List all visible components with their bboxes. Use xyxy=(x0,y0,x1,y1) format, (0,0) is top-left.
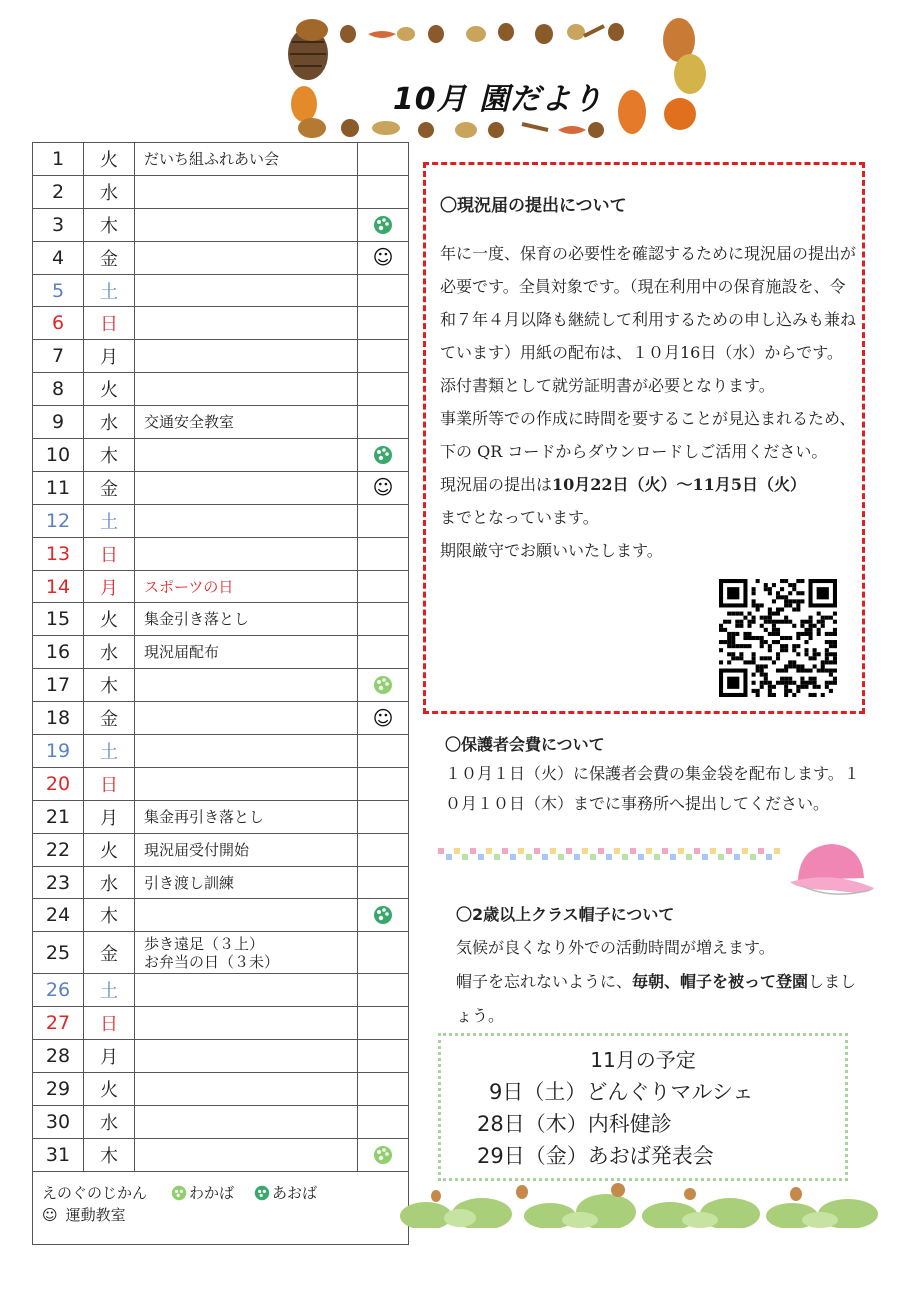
event-cell xyxy=(135,974,358,1007)
activity-mark xyxy=(358,1138,409,1171)
activity-mark xyxy=(358,537,409,570)
event-cell xyxy=(135,1105,358,1138)
smile-icon: ☺ xyxy=(372,705,394,730)
day-number: 27 xyxy=(33,1007,84,1040)
legend: えのぐのじかん わかば あおば ☺ 運動教室 xyxy=(33,1171,409,1244)
day-number: 6 xyxy=(33,307,84,340)
weekday: 木 xyxy=(84,899,135,932)
event-cell: 引き渡し訓練 xyxy=(135,866,358,899)
table-row xyxy=(33,636,409,669)
checker-ribbon-decoration xyxy=(438,846,784,862)
weekday: 火 xyxy=(84,143,135,176)
event-cell xyxy=(135,899,358,932)
table-row xyxy=(33,241,409,274)
activity-mark xyxy=(358,603,409,636)
table-row xyxy=(33,274,409,307)
weekday: 水 xyxy=(84,866,135,899)
weekday: 月 xyxy=(84,570,135,603)
next-month-title: 11月の予定 xyxy=(590,1048,696,1072)
notice-paragraph-1: 年に一度、保育の必要性を確認するために現況届の提出が必要です。全員対象です。（現在利用中の保育施設を、令和７年４月以降も継続して利用するための申し込みも兼ねています）用紙の配布は、１０月16日（水）からです。添付書類として就労証明書が必要となります。 xyxy=(440,244,857,395)
table-row xyxy=(33,307,409,340)
event-cell: だいち組ふれあい会 xyxy=(135,143,358,176)
wakaba-palette-icon xyxy=(373,1145,393,1165)
day-number: 18 xyxy=(33,702,84,735)
event-cell: 集金引き落とし xyxy=(135,603,358,636)
weekday: 火 xyxy=(84,603,135,636)
bushes-animals-decoration xyxy=(400,1180,890,1228)
event-cell xyxy=(135,1138,358,1171)
table-row xyxy=(33,439,409,472)
day-number: 10 xyxy=(33,439,84,472)
event-cell xyxy=(135,373,358,406)
day-number: 11 xyxy=(33,471,84,504)
event-cell: 集金再引き落とし xyxy=(135,800,358,833)
legend-row xyxy=(33,1171,409,1244)
table-row xyxy=(33,406,409,439)
event-cell xyxy=(135,439,358,472)
event-cell xyxy=(135,1007,358,1040)
day-number: 13 xyxy=(33,537,84,570)
activity-mark xyxy=(358,636,409,669)
pink-hat-icon xyxy=(788,838,878,902)
header-banner xyxy=(286,12,710,140)
activity-mark xyxy=(358,570,409,603)
event-cell xyxy=(135,208,358,241)
event-calendar xyxy=(32,142,409,1245)
day-number: 12 xyxy=(33,504,84,537)
weekday: 火 xyxy=(84,373,135,406)
table-row xyxy=(33,208,409,241)
activity-mark xyxy=(358,800,409,833)
day-number: 15 xyxy=(33,603,84,636)
table-row xyxy=(33,175,409,208)
day-number: 14 xyxy=(33,570,84,603)
day-number: 8 xyxy=(33,373,84,406)
weekday: 土 xyxy=(84,274,135,307)
day-number: 22 xyxy=(33,833,84,866)
smile-icon: ☺ xyxy=(372,475,394,500)
activity-mark xyxy=(358,669,409,702)
day-number: 26 xyxy=(33,974,84,1007)
fee-title: 〇保護者会費について xyxy=(445,735,605,754)
weekday: 月 xyxy=(84,800,135,833)
activity-mark xyxy=(358,439,409,472)
activity-mark xyxy=(358,274,409,307)
day-number: 29 xyxy=(33,1073,84,1106)
weekday: 木 xyxy=(84,1138,135,1171)
day-number: 19 xyxy=(33,735,84,768)
activity-mark xyxy=(358,735,409,768)
day-number: 5 xyxy=(33,274,84,307)
table-row xyxy=(33,974,409,1007)
activity-mark xyxy=(358,767,409,800)
status-report-notice xyxy=(423,162,865,714)
table-row xyxy=(33,471,409,504)
event-cell xyxy=(135,307,358,340)
hat-section xyxy=(456,902,866,1033)
activity-mark xyxy=(358,833,409,866)
table-row xyxy=(33,899,409,932)
activity-mark xyxy=(358,340,409,373)
day-number: 9 xyxy=(33,406,84,439)
smile-icon: ☺ xyxy=(372,245,394,270)
weekday: 土 xyxy=(84,735,135,768)
event-cell: 歩き遠足（３上） お弁当の日（３未） xyxy=(135,932,358,974)
event-cell: スポーツの日 xyxy=(135,570,358,603)
activity-mark xyxy=(358,307,409,340)
notice-paragraph-4: 期限厳守でお願いいたします。 xyxy=(440,541,663,560)
activity-mark xyxy=(358,175,409,208)
activity-mark xyxy=(358,143,409,176)
table-row xyxy=(33,537,409,570)
day-number: 7 xyxy=(33,340,84,373)
notice-body xyxy=(440,237,856,567)
event-cell: 現況届配布 xyxy=(135,636,358,669)
weekday: 土 xyxy=(84,974,135,1007)
table-row xyxy=(33,833,409,866)
table-row xyxy=(33,1007,409,1040)
activity-mark xyxy=(358,406,409,439)
weekday: 土 xyxy=(84,504,135,537)
weekday: 木 xyxy=(84,208,135,241)
day-number: 30 xyxy=(33,1105,84,1138)
activity-mark xyxy=(358,1105,409,1138)
day-number: 23 xyxy=(33,866,84,899)
aoba-palette-icon xyxy=(254,1185,270,1201)
activity-mark xyxy=(358,471,409,504)
table-row xyxy=(33,143,409,176)
weekday: 水 xyxy=(84,636,135,669)
day-number: 16 xyxy=(33,636,84,669)
table-row xyxy=(33,800,409,833)
event-cell: 現況届受付開始 xyxy=(135,833,358,866)
table-row xyxy=(33,702,409,735)
day-number: 3 xyxy=(33,208,84,241)
day-number: 24 xyxy=(33,899,84,932)
event-cell xyxy=(135,241,358,274)
event-cell xyxy=(135,669,358,702)
activity-mark xyxy=(358,1007,409,1040)
weekday: 木 xyxy=(84,669,135,702)
activity-mark xyxy=(358,866,409,899)
event-cell xyxy=(135,767,358,800)
weekday: 火 xyxy=(84,833,135,866)
activity-mark xyxy=(358,504,409,537)
page-title: 10月 園だより xyxy=(392,82,604,117)
day-number: 28 xyxy=(33,1040,84,1073)
activity-mark xyxy=(358,974,409,1007)
table-row xyxy=(33,373,409,406)
weekday: 月 xyxy=(84,340,135,373)
event-cell xyxy=(135,175,358,208)
day-number: 20 xyxy=(33,767,84,800)
activity-mark xyxy=(358,1040,409,1073)
day-number: 25 xyxy=(33,932,84,974)
aoba-palette-icon xyxy=(373,215,393,235)
next-month-list xyxy=(477,1076,753,1172)
hat-title: 〇2歳以上クラス帽子について xyxy=(456,905,675,924)
list-item: 28日（木）内科健診 xyxy=(477,1112,672,1136)
wakaba-palette-icon xyxy=(373,675,393,695)
fee-body: １０月１日（火）に保護者会費の集金袋を配布します。１０月１０日（木）までに事務所へ提出してください。 xyxy=(445,764,860,813)
event-cell xyxy=(135,340,358,373)
weekday: 水 xyxy=(84,406,135,439)
table-row xyxy=(33,603,409,636)
event-cell: 交通安全教室 xyxy=(135,406,358,439)
table-row xyxy=(33,866,409,899)
event-cell xyxy=(135,471,358,504)
list-item: 9日（土）どんぐりマルシェ xyxy=(489,1080,754,1104)
table-row xyxy=(33,1040,409,1073)
qr-code-icon xyxy=(719,579,837,697)
next-month-schedule xyxy=(438,1033,848,1181)
table-row xyxy=(33,735,409,768)
weekday: 水 xyxy=(84,1105,135,1138)
table-row xyxy=(33,1073,409,1106)
day-number: 2 xyxy=(33,175,84,208)
weekday: 日 xyxy=(84,1007,135,1040)
smile-icon: ☺ xyxy=(42,1205,58,1224)
weekday: 金 xyxy=(84,241,135,274)
table-row xyxy=(33,669,409,702)
activity-mark xyxy=(358,932,409,974)
aoba-palette-icon xyxy=(373,905,393,925)
event-cell xyxy=(135,274,358,307)
notice-paragraph-3: 現況届の提出は10月22日（火）～11月5日（火） までとなっています。 xyxy=(440,475,806,527)
weekday: 水 xyxy=(84,175,135,208)
table-row xyxy=(33,504,409,537)
day-number: 17 xyxy=(33,669,84,702)
weekday: 金 xyxy=(84,471,135,504)
table-row xyxy=(33,340,409,373)
wakaba-palette-icon xyxy=(171,1185,187,1201)
day-number: 21 xyxy=(33,800,84,833)
activity-mark xyxy=(358,1073,409,1106)
table-row xyxy=(33,767,409,800)
table-row xyxy=(33,1138,409,1171)
weekday: 火 xyxy=(84,1073,135,1106)
weekday: 金 xyxy=(84,932,135,974)
event-cell xyxy=(135,702,358,735)
weekday: 金 xyxy=(84,702,135,735)
weekday: 木 xyxy=(84,439,135,472)
event-cell xyxy=(135,735,358,768)
table-row xyxy=(33,1105,409,1138)
parent-fee-section xyxy=(445,732,865,819)
list-item: 29日（金）あおば発表会 xyxy=(477,1144,714,1168)
notice-paragraph-2: 事業所等での作成に時間を要することが見込まれるため、下の QR コードからダウンロードしご活用ください。 xyxy=(440,409,856,461)
table-row xyxy=(33,932,409,974)
activity-mark xyxy=(358,241,409,274)
table-row xyxy=(33,570,409,603)
event-cell xyxy=(135,504,358,537)
day-number: 31 xyxy=(33,1138,84,1171)
activity-mark xyxy=(358,899,409,932)
event-cell xyxy=(135,1040,358,1073)
weekday: 日 xyxy=(84,307,135,340)
activity-mark xyxy=(358,702,409,735)
activity-mark xyxy=(358,208,409,241)
event-cell xyxy=(135,1073,358,1106)
weekday: 日 xyxy=(84,537,135,570)
day-number: 1 xyxy=(33,143,84,176)
day-number: 4 xyxy=(33,241,84,274)
aoba-palette-icon xyxy=(373,445,393,465)
activity-mark xyxy=(358,373,409,406)
weekday: 月 xyxy=(84,1040,135,1073)
notice-title: 〇現況届の提出について xyxy=(440,196,627,216)
event-cell xyxy=(135,537,358,570)
weekday: 日 xyxy=(84,767,135,800)
hat-body: 気候が良くなり外での活動時間が増えます。 帽子を忘れないように、毎朝、帽子を被って登園しましょう。 xyxy=(456,938,857,1025)
